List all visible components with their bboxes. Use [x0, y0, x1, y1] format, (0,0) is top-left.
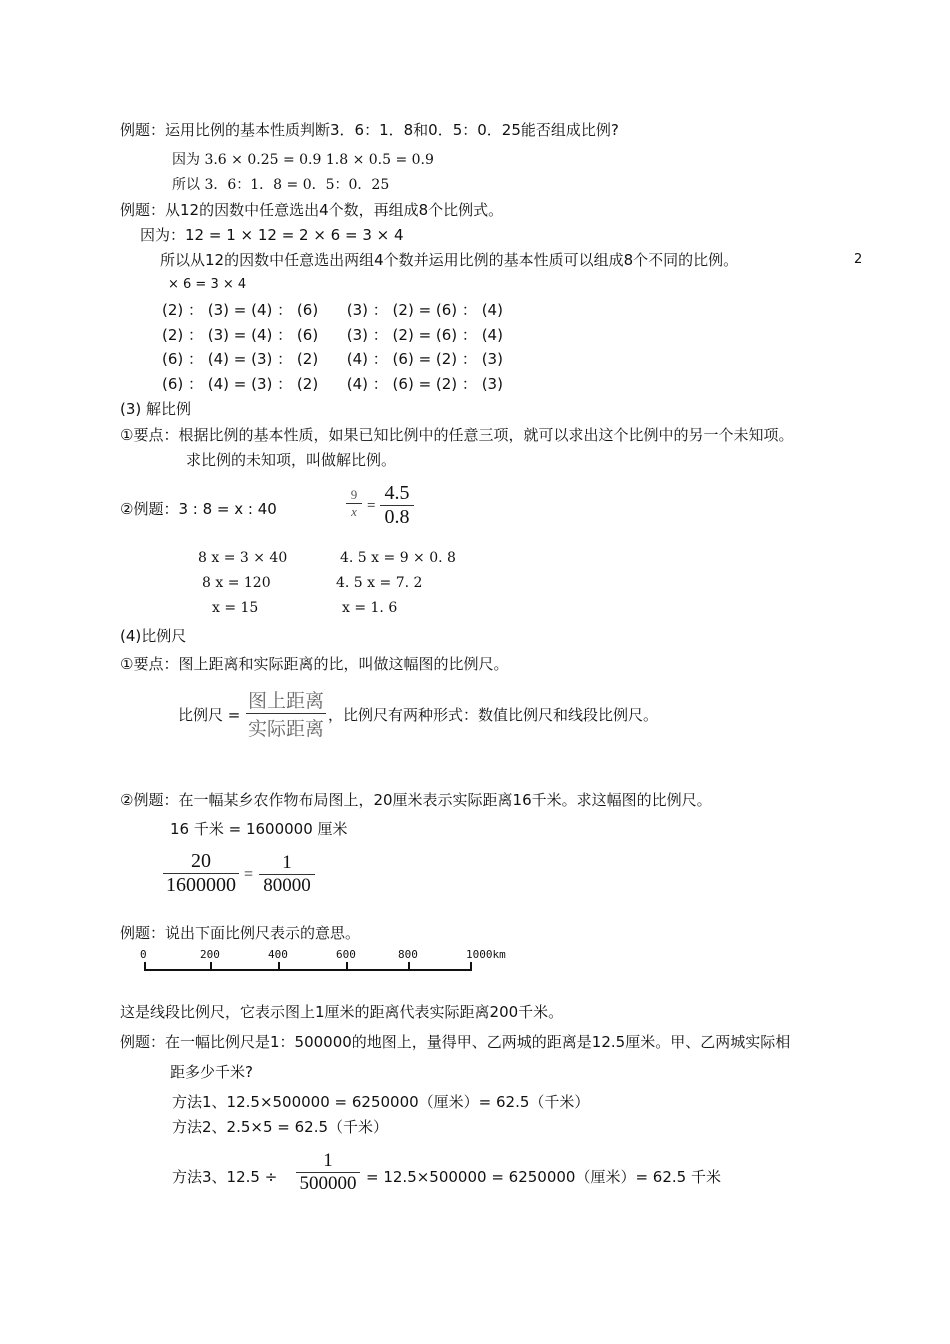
line-scale-answer: 这是线段比例尺，它表示图上1厘米的距离代表实际距离200千米。 — [120, 1003, 564, 1021]
scale-conversion: 16 千米 = 1600000 厘米 — [170, 820, 348, 838]
right-step: 4. 5 x = 9 × 0. 8 — [340, 550, 456, 566]
example2-because: 因为：12 = 1 × 12 = 2 × 6 = 3 × 4 — [140, 226, 404, 244]
example1-line2: 所以 3．6：1．8 = 0．5：0．25 — [172, 177, 390, 193]
ratio-row: (6) ： (4) = (3) ： (2) (4) ： (6) = (2) ： (3) — [162, 350, 503, 368]
equals-sign: = — [244, 866, 254, 883]
scale-tick-label: 400 — [268, 948, 288, 961]
fraction-1-over-80000 — [259, 852, 315, 897]
line-scale-question: 例题：说出下面比例尺表示的意思。 — [120, 924, 361, 942]
page-number: 2 — [854, 252, 863, 267]
fraction-denominator: x — [351, 504, 357, 519]
fraction-numerator: 20 — [191, 850, 211, 872]
left-step: x = 15 — [212, 600, 259, 616]
scale-tick — [346, 962, 348, 971]
fraction-numerator: 9 — [350, 487, 358, 502]
ratio-row: (6) ： (4) = (3) ： (2) (4) ： (6) = (2) ： (3) — [162, 375, 503, 393]
fraction-numerator: 图上距离 — [247, 691, 324, 712]
method2: 方法2、2.5×5 = 62.5（千米） — [172, 1118, 389, 1136]
example1-title: 例题：运用比例的基本性质判断3．6：1．8和0．5：0．25能否组成比例? — [120, 121, 619, 139]
fraction-numerator: 1 — [282, 852, 292, 873]
scale-tick-label: 800 — [398, 948, 418, 961]
fraction-numerator: 1 — [323, 1150, 333, 1171]
scale-def-label: 比例尺 = — [178, 706, 241, 724]
fraction-1-over-500000 — [296, 1150, 360, 1195]
solve-point1b: 求比例的未知项，叫做解比例。 — [186, 451, 397, 469]
factor-line: × 6 = 3 × 4 — [168, 277, 247, 292]
scale-heading: (4)比例尺 — [120, 627, 187, 645]
scale-def-tail: ，比例尺有两种形式：数值比例尺和线段比例尺。 — [328, 706, 659, 724]
ratio-row: (2) ： (3) = (4) ： (6) (3) ： (2) = (6) ： (4) — [162, 326, 503, 344]
scale-tick-label: 0 — [140, 948, 147, 961]
example1-line1: 因为 3.6 × 0.25 = 0.9 1.8 × 0.5 = 0.9 — [172, 152, 434, 168]
method3-suffix: = 12.5×500000 = 6250000（厘米）= 62.5 千米 — [366, 1168, 721, 1186]
right-step: 4. 5 x = 7. 2 — [336, 575, 423, 591]
method3-prefix: 方法3、12.5 ÷ — [172, 1168, 278, 1186]
fraction-denominator: 1600000 — [166, 874, 236, 896]
map-example-question-cont: 距多少千米? — [170, 1063, 253, 1081]
scale-axis-line — [144, 969, 472, 971]
line-scale-bar — [140, 948, 540, 988]
equals-sign: = — [367, 498, 376, 514]
scale-tick — [144, 962, 146, 971]
map-example-question: 例题：在一幅比例尺是1：500000的地图上，量得甲、乙两城的距离是12.5厘米。甲、乙两城实际相 — [120, 1033, 791, 1051]
ratio-row: (2) ： (3) = (4) ： (6) (3) ： (2) = (6) ： (4) — [162, 301, 503, 319]
fraction-denominator: 500000 — [299, 1173, 357, 1194]
fraction-denominator: 实际距离 — [247, 719, 324, 740]
scale-tick — [210, 962, 212, 971]
scale-tick-label: 1000km — [466, 948, 506, 961]
solve-point1: ①要点：根据比例的基本性质，如果已知比例中的任意三项，就可以求出这个比例中的另一个未知项。 — [120, 426, 794, 444]
fraction-20-over-1600000 — [163, 850, 239, 897]
solve-heading: (3) 解比例 — [120, 400, 192, 418]
scale-point1: ①要点：图上距离和实际距离的比，叫做这幅图的比例尺。 — [120, 655, 509, 673]
fraction-denominator: 0.8 — [384, 506, 410, 528]
scale-definition-fraction — [246, 686, 326, 741]
scale-tick — [278, 962, 280, 971]
fraction-4.5-over-0.8 — [380, 482, 414, 529]
fraction-numerator: 4.5 — [384, 482, 410, 504]
scale-tick — [408, 962, 410, 971]
left-step: 8 x = 120 — [202, 575, 271, 591]
scale-example: ②例题：在一幅某乡农作物布局图上，20厘米表示实际距离16千米。求这幅图的比例尺。 — [120, 791, 712, 809]
left-step: 8 x = 3 × 40 — [198, 550, 288, 566]
right-step: x = 1. 6 — [342, 600, 398, 616]
solve-example: ②例题：3 : 8 = x : 40 — [120, 500, 277, 518]
method1: 方法1、12.5×500000 = 6250000（厘米）= 62.5（千米） — [172, 1093, 590, 1111]
example2-therefore: 所以从12的因数中任意选出两组4个数并运用比例的基本性质可以组成8个不同的比例。 — [160, 251, 739, 269]
scale-tick-label: 200 — [200, 948, 220, 961]
fraction-9-over-x — [346, 487, 362, 520]
scale-tick — [470, 962, 472, 971]
scale-tick-label: 600 — [336, 948, 356, 961]
fraction-denominator: 80000 — [263, 875, 311, 896]
example2-title: 例题：从12的因数中任意选出4个数，再组成8个比例式。 — [120, 201, 504, 219]
